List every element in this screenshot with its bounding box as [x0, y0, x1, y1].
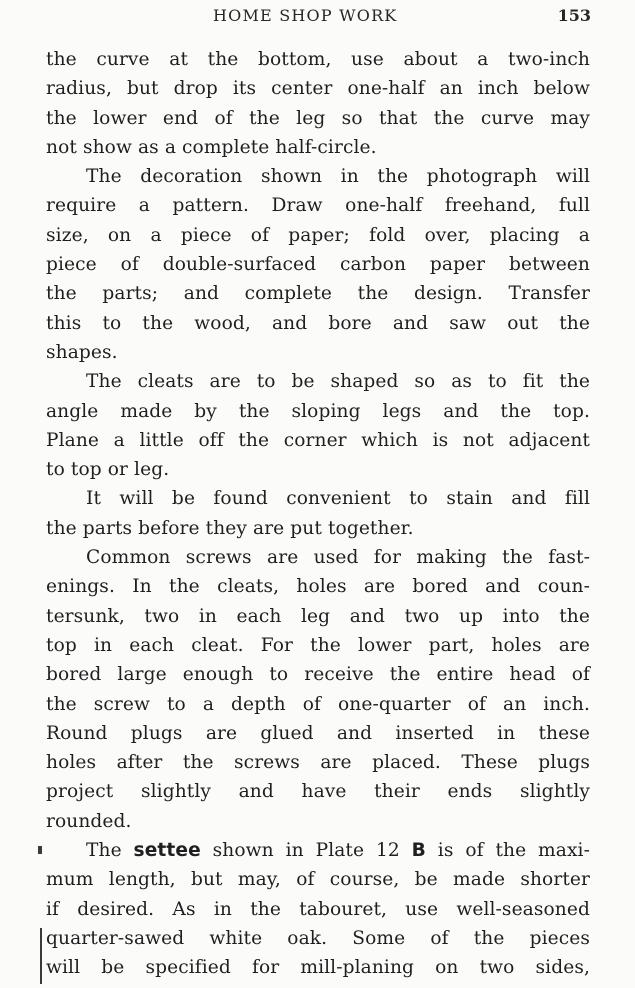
paragraph-settee — [46, 836, 590, 982]
text-line: this to the wood, and bore and saw out the — [46, 312, 590, 334]
text-line: quarter-sawed white oak. Some of the pieces — [46, 927, 590, 949]
paragraph-screws — [46, 543, 590, 836]
term-settee: settee — [133, 840, 201, 862]
text-line: top in each cleat. For the lower part, holes are — [46, 634, 590, 656]
page-number: 153 — [557, 6, 591, 25]
text-line: angle made by the sloping legs and the top. — [46, 400, 590, 422]
paragraph-cleats — [46, 367, 590, 484]
text-line: Round plugs are glued and inserted in these — [46, 722, 590, 744]
page-header — [0, 6, 635, 28]
text-run: shown in Plate 12 — [200, 840, 412, 862]
text-line: rounded. — [46, 810, 132, 832]
plate-letter: B — [411, 840, 426, 862]
text-line: size, on a piece of paper; fold over, placing a — [46, 224, 590, 246]
paragraph-stain — [46, 484, 590, 543]
text-line: if desired. As in the tabouret, use well-seasoned — [46, 898, 590, 920]
paragraph-decoration — [46, 162, 590, 367]
text-line: will be specified for mill-planing on two sides, — [46, 957, 590, 979]
text-line: mum length, but may, of course, be made shorter — [46, 869, 590, 891]
text-line: piece of double-surfaced carbon paper between — [46, 254, 590, 276]
text-line: The cleats are to be shaped so as to fit the — [86, 371, 590, 393]
text-line: enings. In the cleats, holes are bored and coun- — [46, 576, 590, 598]
text-line: tersunk, two in each leg and two up into the — [46, 605, 590, 627]
text-line: the lower end of the leg so that the curve may — [46, 107, 590, 129]
text-line: It will be found convenient to stain and fill — [86, 488, 590, 510]
text-run: The — [86, 840, 134, 862]
margin-mark — [38, 846, 42, 854]
text-line: project slightly and have their ends slightly — [46, 781, 590, 803]
text-line: radius, but drop its center one-half an inch below — [46, 78, 590, 100]
text-line: the curve at the bottom, use about a two-inch — [46, 49, 590, 70]
text-line: Plane a little off the corner which is not adjacent — [46, 429, 590, 451]
text-line: the parts before they are put together. — [46, 517, 414, 539]
text-line: holes after the screws are placed. These plugs — [46, 752, 590, 774]
text-line: require a pattern. Draw one-half freehand, full — [46, 195, 590, 217]
text-line: the screw to a depth of one-quarter of an inch. — [46, 693, 590, 715]
text-line: to top or leg. — [46, 459, 170, 481]
text-line: not show as a complete half-circle. — [46, 136, 377, 158]
body-text — [46, 45, 590, 983]
text-line: The decoration shown in the photograph will — [86, 166, 590, 188]
margin-rule — [40, 928, 42, 984]
running-head: HOME SHOP WORK — [213, 6, 398, 25]
text-line: the parts; and complete the design. Transfer — [46, 283, 590, 305]
text-run: is of the maxi- — [425, 840, 590, 862]
text-line: shapes. — [46, 341, 118, 363]
paragraph-curve — [46, 45, 590, 162]
text-line: Common screws are used for making the fast- — [86, 547, 590, 569]
text-line: bored large enough to receive the entire head of — [46, 664, 590, 686]
text-line-settee-first — [46, 836, 590, 865]
